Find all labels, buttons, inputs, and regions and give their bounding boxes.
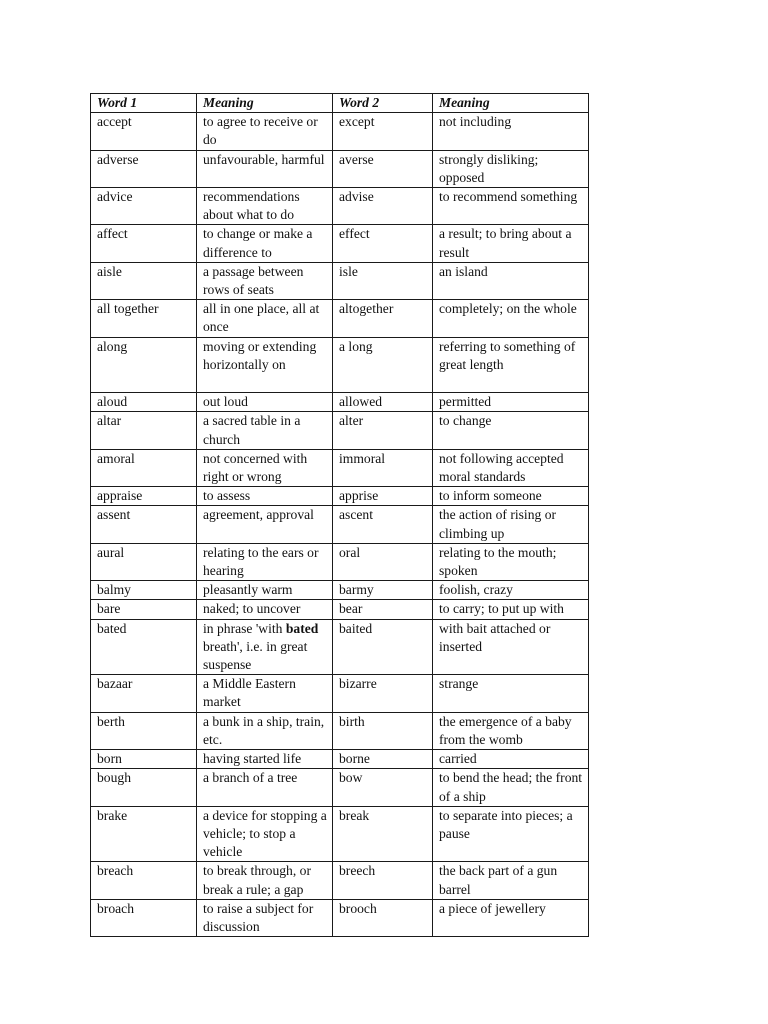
meaning-1-cell: to agree to receive or do <box>197 113 333 150</box>
word-1-cell: altar <box>91 412 197 449</box>
meaning-1-cell: a Middle Eastern market <box>197 675 333 712</box>
table-row <box>91 899 589 936</box>
word-2-cell: brooch <box>333 899 433 936</box>
word-1-cell: assent <box>91 506 197 543</box>
word-1-cell: berth <box>91 712 197 749</box>
meaning-2-cell: permitted <box>433 393 589 412</box>
word-2-cell: immoral <box>333 449 433 486</box>
table-header <box>91 94 589 113</box>
table-row <box>91 300 589 337</box>
meaning-2-cell: foolish, crazy <box>433 581 589 600</box>
word-1-cell: advice <box>91 188 197 225</box>
meaning-2-cell: relating to the mouth; spoken <box>433 543 589 580</box>
word-1-cell: adverse <box>91 150 197 187</box>
meaning-2-cell: a piece of jewellery <box>433 899 589 936</box>
table-row <box>91 113 589 150</box>
meaning-1-cell: agreement, approval <box>197 506 333 543</box>
meaning-1-cell: having started life <box>197 750 333 769</box>
table-row <box>91 188 589 225</box>
word-1-cell: aural <box>91 543 197 580</box>
word-2-cell: a long <box>333 337 433 393</box>
table-row <box>91 600 589 619</box>
word-2-cell: birth <box>333 712 433 749</box>
word-1-cell: breach <box>91 862 197 899</box>
table-row <box>91 806 589 862</box>
table-row <box>91 393 589 412</box>
word-2-cell: allowed <box>333 393 433 412</box>
meaning-1-cell: a device for stopping a vehicle; to stop a vehicle <box>197 806 333 862</box>
meaning-1-cell: moving or extending horizontally on <box>197 337 333 393</box>
word-2-cell: bow <box>333 769 433 806</box>
meaning-1-cell: a bunk in a ship, train, etc. <box>197 712 333 749</box>
word-2-cell: ascent <box>333 506 433 543</box>
word-1-cell: broach <box>91 899 197 936</box>
meaning-2-cell: not including <box>433 113 589 150</box>
word-2-cell: alter <box>333 412 433 449</box>
word-1-cell: appraise <box>91 487 197 506</box>
meaning-1-cell: to change or make a difference to <box>197 225 333 262</box>
word-1-cell: bazaar <box>91 675 197 712</box>
meaning-2-cell: to bend the head; the front of a ship <box>433 769 589 806</box>
word-2-cell: apprise <box>333 487 433 506</box>
meaning-2-cell: an island <box>433 262 589 299</box>
meaning-2-cell: a result; to bring about a result <box>433 225 589 262</box>
meaning-2-cell: strange <box>433 675 589 712</box>
word-1-cell: all together <box>91 300 197 337</box>
meaning-1-cell: pleasantly warm <box>197 581 333 600</box>
meaning-1-cell: naked; to uncover <box>197 600 333 619</box>
word-2-cell: baited <box>333 619 433 675</box>
word-1-cell: bated <box>91 619 197 675</box>
meaning-1-cell: a branch of a tree <box>197 769 333 806</box>
table-row <box>91 150 589 187</box>
word-1-cell: accept <box>91 113 197 150</box>
word-2-cell: oral <box>333 543 433 580</box>
word-1-cell: bare <box>91 600 197 619</box>
meaning-1-cell: relating to the ears or hearing <box>197 543 333 580</box>
meaning-2-cell: the back part of a gun barrel <box>433 862 589 899</box>
meaning-2-header: Meaning <box>433 94 589 113</box>
table-row <box>91 862 589 899</box>
word-2-cell: barmy <box>333 581 433 600</box>
table-row <box>91 487 589 506</box>
meaning-1-cell: all in one place, all at once <box>197 300 333 337</box>
meaning-2-cell: to recommend something <box>433 188 589 225</box>
table-row <box>91 712 589 749</box>
meaning-1-cell: out loud <box>197 393 333 412</box>
meaning-2-cell: the action of rising or climbing up <box>433 506 589 543</box>
meaning-2-cell: to inform someone <box>433 487 589 506</box>
table-row <box>91 449 589 486</box>
table-row <box>91 675 589 712</box>
meaning-1-cell: recommendations about what to do <box>197 188 333 225</box>
word-2-cell: isle <box>333 262 433 299</box>
word-1-cell: aisle <box>91 262 197 299</box>
word-1-header: Word 1 <box>91 94 197 113</box>
table-row <box>91 543 589 580</box>
meaning-1-cell: a passage between rows of seats <box>197 262 333 299</box>
word-1-cell: affect <box>91 225 197 262</box>
word-1-cell: balmy <box>91 581 197 600</box>
meaning-1-cell: to assess <box>197 487 333 506</box>
meaning-1-cell: to raise a subject for discussion <box>197 899 333 936</box>
table-row <box>91 412 589 449</box>
meaning-1-cell: in phrase 'with bated breath', i.e. in great suspense <box>197 619 333 675</box>
meaning-1-header: Meaning <box>197 94 333 113</box>
word-1-cell: born <box>91 750 197 769</box>
meaning-2-cell: strongly disliking; opposed <box>433 150 589 187</box>
meaning-2-cell: not following accepted moral standards <box>433 449 589 486</box>
meaning-2-cell: with bait attached or inserted <box>433 619 589 675</box>
word-2-cell: except <box>333 113 433 150</box>
table-row <box>91 337 589 393</box>
word-2-header: Word 2 <box>333 94 433 113</box>
meaning-1-cell: not concerned with right or wrong <box>197 449 333 486</box>
word-1-cell: bough <box>91 769 197 806</box>
confusable-words-table <box>90 93 589 937</box>
word-2-cell: breech <box>333 862 433 899</box>
table-row <box>91 750 589 769</box>
meaning-1-cell: to break through, or break a rule; a gap <box>197 862 333 899</box>
header-row <box>91 94 589 113</box>
word-1-cell: aloud <box>91 393 197 412</box>
table-row <box>91 225 589 262</box>
word-1-cell: brake <box>91 806 197 862</box>
word-2-cell: bear <box>333 600 433 619</box>
emphasis-bated: bated <box>285 620 319 636</box>
word-1-cell: amoral <box>91 449 197 486</box>
meaning-2-cell: the emergence of a baby from the womb <box>433 712 589 749</box>
meaning-2-cell: carried <box>433 750 589 769</box>
table-row <box>91 619 589 675</box>
word-1-cell: along <box>91 337 197 393</box>
table-row <box>91 581 589 600</box>
word-2-cell: bizarre <box>333 675 433 712</box>
word-2-cell: averse <box>333 150 433 187</box>
meaning-1-cell: unfavourable, harmful <box>197 150 333 187</box>
meaning-2-cell: completely; on the whole <box>433 300 589 337</box>
word-2-cell: altogether <box>333 300 433 337</box>
meaning-2-cell: to change <box>433 412 589 449</box>
table-row <box>91 262 589 299</box>
table-body <box>91 113 589 937</box>
word-2-cell: break <box>333 806 433 862</box>
table-row <box>91 769 589 806</box>
meaning-2-cell: to carry; to put up with <box>433 600 589 619</box>
word-2-cell: borne <box>333 750 433 769</box>
table-row <box>91 506 589 543</box>
meaning-1-cell: a sacred table in a church <box>197 412 333 449</box>
meaning-2-cell: referring to something of great length <box>433 337 589 393</box>
word-2-cell: advise <box>333 188 433 225</box>
meaning-2-cell: to separate into pieces; a pause <box>433 806 589 862</box>
word-2-cell: effect <box>333 225 433 262</box>
